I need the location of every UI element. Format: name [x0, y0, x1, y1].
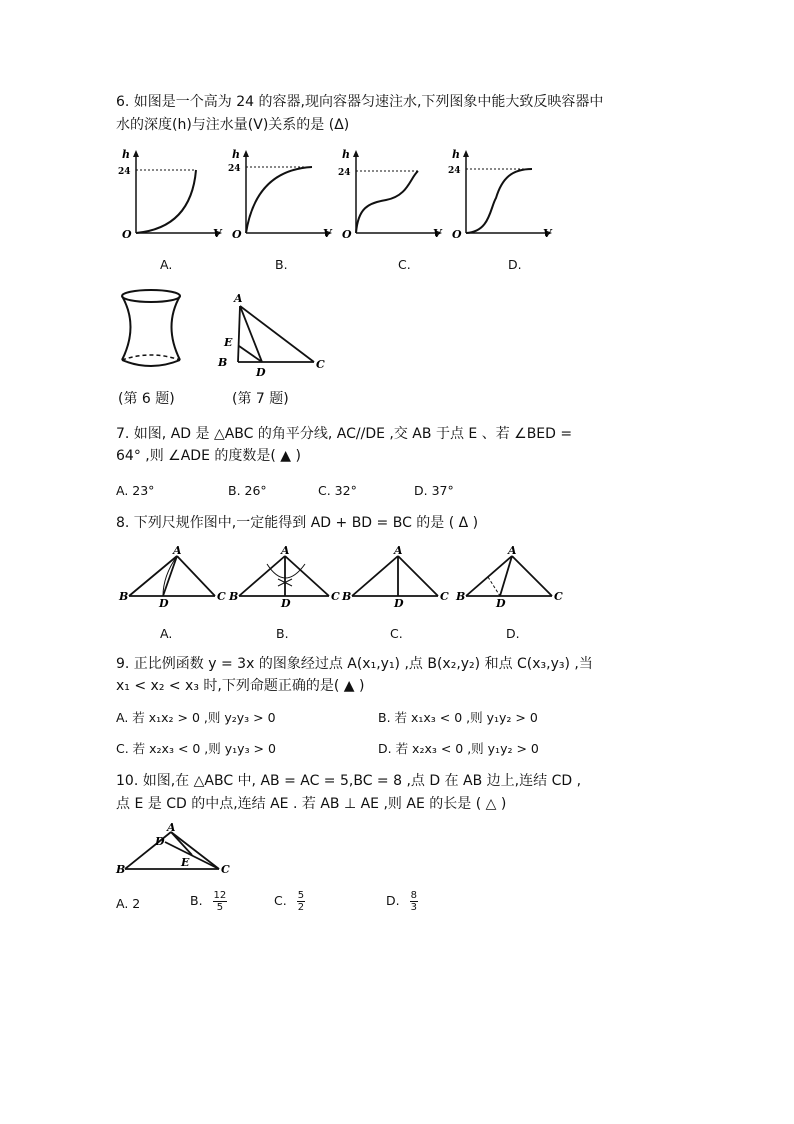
q6-caption: (第 6 题) — [118, 391, 175, 407]
q6-c-24: 24 — [338, 168, 351, 178]
q10-option-d[interactable] — [386, 890, 418, 913]
q8b-b: B — [229, 590, 239, 603]
q7-option-d[interactable]: D. 37° — [414, 483, 454, 498]
q8c-c: C — [440, 590, 449, 603]
q6-a-v: V — [213, 227, 222, 240]
q10-option-b-num: 12 — [213, 890, 227, 901]
q10-option-d-den: 3 — [410, 902, 417, 913]
q10-figure — [115, 822, 230, 878]
q6-line1: 6. 如图是一个高为 24 的容器,现向容器匀速注水,下列图象中能大致反映容器中 — [116, 94, 604, 110]
q10-option-d-fraction — [410, 890, 418, 913]
q10-option-c-den: 2 — [297, 902, 305, 913]
q8-figure-a — [115, 546, 230, 610]
fig10-b: B — [116, 863, 126, 876]
fig7-a: A — [234, 292, 243, 305]
q10-option-d-num: 8 — [410, 890, 417, 901]
q10-option-a[interactable]: A. 2 — [116, 896, 141, 911]
q9-line2: x₁ < x₂ < x₃ 时,下列命题正确的是( ▲ ) — [116, 678, 365, 694]
q6-b-h: h — [232, 148, 240, 161]
q7-caption: (第 7 题) — [232, 391, 289, 407]
q6-b-o: O — [232, 228, 242, 241]
fig10-c: C — [221, 863, 230, 876]
q10-option-c-num: 5 — [297, 890, 305, 901]
q8d-c: C — [554, 590, 563, 603]
q6-line2: 水的深度(h)与注水量(V)关系的是 (Δ) — [116, 117, 350, 133]
q6-c-h: h — [342, 148, 350, 161]
q8-figure-c — [338, 546, 453, 610]
q8a-b: B — [119, 590, 129, 603]
q8a-d: D — [159, 597, 169, 610]
q6-a-24: 24 — [118, 167, 131, 177]
fig7-b: B — [218, 356, 228, 369]
q8d-d: D — [496, 597, 506, 610]
q9-option-a[interactable]: A. 若 x₁x₂ > 0 ,则 y₂y₃ > 0 — [116, 710, 276, 725]
q6-c-o: O — [342, 228, 352, 241]
q6-d-24: 24 — [448, 166, 461, 176]
q9-option-b[interactable]: B. 若 x₁x₃ < 0 ,则 y₁y₂ > 0 — [378, 710, 538, 725]
q6-d-v: V — [543, 227, 552, 240]
q8-option-c[interactable]: C. — [390, 626, 403, 641]
q6-option-d[interactable]: D. — [508, 257, 522, 272]
q6-c-v: V — [433, 227, 442, 240]
q8b-d: D — [281, 597, 291, 610]
q10-option-b[interactable] — [190, 890, 227, 913]
q10-option-d-prefix: D. — [386, 893, 400, 908]
fig7-d: D — [256, 366, 266, 379]
q10-option-c-fraction — [297, 890, 305, 913]
q8c-b: B — [342, 590, 352, 603]
q8c-a: A — [394, 544, 403, 557]
q8a-a: A — [173, 544, 182, 557]
q6-container-figure — [115, 288, 190, 370]
q8-option-d[interactable]: D. — [506, 626, 520, 641]
q6-graph-c — [336, 148, 446, 243]
q6-graph-b — [226, 148, 336, 243]
q10-option-c-prefix: C. — [274, 893, 287, 908]
fig10-e: E — [181, 856, 190, 869]
q9-line1: 9. 正比例函数 y = 3x 的图象经过点 A(x₁,y₁) ,点 B(x₂,y₂) 和点 C(x₃,y₃) ,当 — [116, 656, 593, 672]
q6-a-h: h — [122, 148, 130, 161]
q6-d-o: O — [452, 228, 462, 241]
q7-figure — [212, 290, 332, 378]
q8-option-b[interactable]: B. — [276, 626, 289, 641]
q7-line1: 7. 如图, AD 是 △ABC 的角平分线, AC//DE ,交 AB 于点 E 、若 ∠BED = — [116, 426, 573, 442]
q10-option-c[interactable] — [274, 890, 305, 913]
q10-option-b-den: 5 — [216, 902, 224, 913]
q6-b-v: V — [323, 227, 332, 240]
q8c-d: D — [394, 597, 404, 610]
q8b-a: A — [281, 544, 290, 557]
q6-option-c[interactable]: C. — [398, 257, 411, 272]
q7-line2: 64° ,则 ∠ADE 的度数是( ▲ ) — [116, 448, 301, 464]
q8d-a: A — [508, 544, 517, 557]
q6-d-h: h — [452, 148, 460, 161]
q8-figure-b — [225, 546, 340, 610]
q6-graph-d — [446, 148, 556, 243]
q6-option-b[interactable]: B. — [275, 257, 288, 272]
q8b-c: C — [331, 590, 340, 603]
q9-option-d[interactable]: D. 若 x₂x₃ < 0 ,则 y₁y₂ > 0 — [378, 741, 539, 756]
q8-figure-d — [452, 546, 567, 610]
q7-option-b[interactable]: B. 26° — [228, 483, 267, 498]
q9-option-c[interactable]: C. 若 x₂x₃ < 0 ,则 y₁y₃ > 0 — [116, 741, 276, 756]
q10-option-b-fraction — [213, 890, 228, 913]
q8-option-a[interactable]: A. — [160, 626, 173, 641]
q6-graph-a — [116, 148, 226, 243]
fig7-c: C — [316, 358, 325, 371]
q6-a-o: O — [122, 228, 132, 241]
q7-option-a[interactable]: A. 23° — [116, 483, 155, 498]
q8-line1: 8. 下列尺规作图中,一定能得到 AD + BD = BC 的是 ( Δ ) — [116, 515, 479, 531]
fig7-e: E — [224, 336, 233, 349]
q8a-c: C — [217, 590, 226, 603]
q10-line1: 10. 如图,在 △ABC 中, AB = AC = 5,BC = 8 ,点 D 在 AB 边上,连结 CD , — [116, 773, 582, 789]
q10-line2: 点 E 是 CD 的中点,连结 AE . 若 AB ⊥ AE ,则 AE 的长是 ( △ ) — [116, 796, 507, 812]
q6-b-24: 24 — [228, 164, 241, 174]
fig10-d: D — [155, 835, 165, 848]
fig10-a: A — [167, 821, 176, 834]
q10-option-b-prefix: B. — [190, 893, 203, 908]
q8d-b: B — [456, 590, 466, 603]
q6-option-a[interactable]: A. — [160, 257, 173, 272]
q7-option-c[interactable]: C. 32° — [318, 483, 357, 498]
